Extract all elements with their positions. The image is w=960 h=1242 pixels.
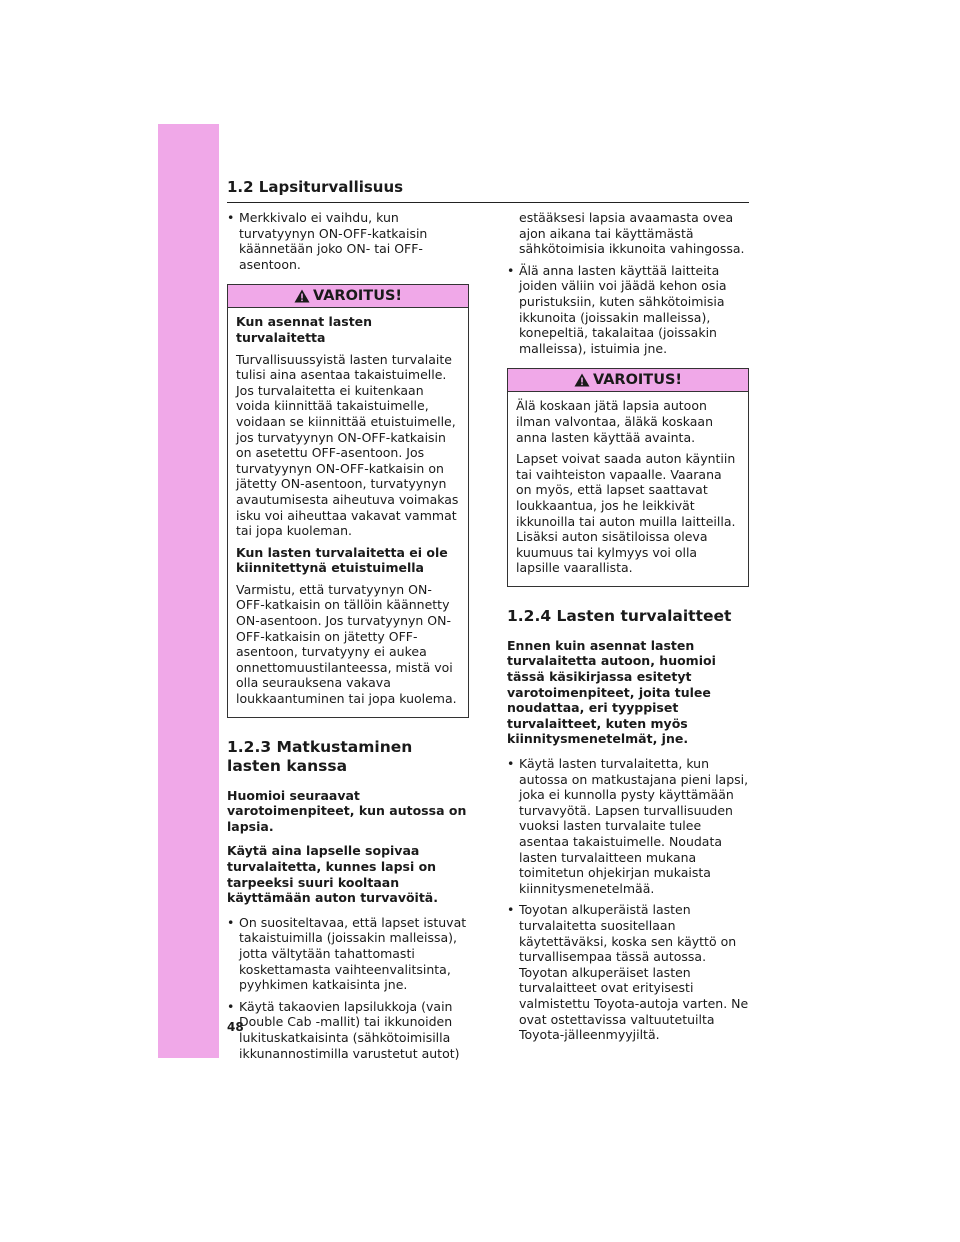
intro-text: Ennen kuin asennat lasten turvalaitetta autoon, huomioi tässä käsikirjassa esitetyt varotoimenpiteet, joita tulee noudattaa, eri tyyppiset turvalaitteet, kuten myös kiinnitysmenetelmät, jne. [507, 637, 716, 747]
right-column [507, 210, 749, 1051]
warning-text: Turvallisuussyistä lasten turvalaite tulisi aina asentaa takaistuimelle. Jos turvalaitetta ei kuitenkaan voida kiinnittää takaistuimelle, voidaan se kiinnittää etuistuimelle, jos turvatyynyn ON-OFF-katkaisin on asetettu OFF-asentoon. Jos turvatyynyn ON-OFF-katkaisin on jätetty ON-asentoon, turvatyynyn avautumisesta aiheutuva voimakas isku voi aiheuttaa vakavat vammat tai jopa kuoleman. [236, 351, 459, 539]
warning-title: VAROITUS! [312, 288, 403, 305]
warning-subtitle: Kun lasten turvalaitetta ei ole kiinnitettynä etuistuimella [236, 544, 448, 576]
sidebar-tab [158, 124, 219, 1058]
warning-header [508, 369, 748, 392]
warning-text: Varmistu, että turvatyynyn ON-OFF-katkaisin on tällöin käännetty ON-asentoon. Jos turvatyynyn ON-OFF-katkaisin on jätetty OFF-asentoon, turvatyyny ei aukea onnettomuustilanteessa, mistä voi olla seurauksena vakava loukkaantuminen tai jopa kuolema. [236, 581, 457, 707]
bullet-list [507, 756, 749, 1043]
warning-body [508, 392, 748, 586]
list-item: • Älä anna lasten käyttää laitteita joiden väliin voi jäädä kehon osia puristuksiin, kuten sähkötoimisia ikkunoita (joissakin malleissa), konepeltiä, takalaitaa (joissakin malleissa), istuimia jne. [507, 263, 749, 357]
warning-icon [574, 373, 590, 387]
section-title: 1.2.4 Lasten turvalaitteet [507, 606, 732, 625]
page-header: 1.2 Lapsiturvallisuus [227, 178, 749, 203]
bullet-list [227, 915, 469, 1061]
warning-text: Älä koskaan jätä lapsia autoon ilman valvontaa, äläkä koskaan anna lasten käyttää avainta. [516, 398, 714, 445]
list-item: • Käytä takaovien lapsilukkoja (vain Double Cab -mallit) tai ikkunoiden lukituskatkaisinta (sähkötoimisilla ikkunannostimilla varustetut autot) [227, 999, 469, 1061]
warning-box [227, 284, 469, 717]
bullet-list [507, 263, 749, 357]
section-title: 1.2.3 Matkustaminen lasten kanssa [227, 737, 413, 775]
continued-text: estääksesi lapsia avaamasta ovea ajon aikana tai käyttämästä sähkötoimisia ikkunoita vahingossa. [519, 210, 745, 257]
intro-text: Huomioi seuraavat varotoimenpiteet, kun autossa on lapsia. [227, 787, 467, 834]
intro-text: Käytä aina lapselle sopivaa turvalaitetta, kunnes lapsi on tarpeeksi suuri kooltaan käyttämään auton turvavöitä. [227, 843, 438, 906]
warning-title: VAROITUS! [592, 372, 683, 389]
list-item: • Toyotan alkuperäistä lasten turvalaitetta suositellaan käytettäväksi, koska sen käyttö on turvallisempaa tässä autossa. Toyotan alkuperäiset lasten turvalaitteet ovat erityisesti valmistettu Toyota-autoja varten. Ne ovat ostettavissa valtuutetuilta Toyota-jälleenmyyjiltä. [507, 902, 749, 1042]
list-item: • On suositeltavaa, että lapset istuvat takaistuimilla (joissakin malleissa), jotta vältytään tahattomasti koskettamasta vaihteenvalitsinta, pyyhkimen katkaisinta jne. [227, 915, 469, 993]
bullet-list [227, 210, 469, 272]
list-item: • Merkkivalo ei vaihdu, kun turvatyynyn ON-OFF-katkaisin käännetään joko ON- tai OFF-asentoon. [227, 210, 469, 272]
warning-header [228, 285, 468, 308]
warning-icon [294, 289, 310, 303]
warning-body [228, 308, 468, 716]
warning-box [507, 368, 749, 587]
warning-text: Lapset voivat saada auton käyntiin tai vaihteiston vapaalle. Vaarana on myös, että lapset saattavat loukkaantua, jos he leikkivät ikkunoilla tai auton muilla laitteilla. Lisäksi auton sisätiloissa oleva kuumuus tai kylmyys voi olla lapsille vaarallista. [516, 451, 736, 576]
list-item: • Käytä lasten turvalaitetta, kun autossa on matkustajana pieni lapsi, joka ei kunnolla pysty käyttämään turvavyötä. Lapsen turvallisuuden vuoksi lasten turvalaite tulee asentaa takaistuimelle. Noudata lasten turvalaitteen mukana toimitetun ohjekirjan mukaista kiinnitysmenetelmää. [507, 756, 749, 896]
page-number: 48 [227, 1020, 244, 1034]
warning-subtitle: Kun asennat lasten turvalaitetta [236, 314, 373, 345]
left-column [227, 210, 469, 1069]
